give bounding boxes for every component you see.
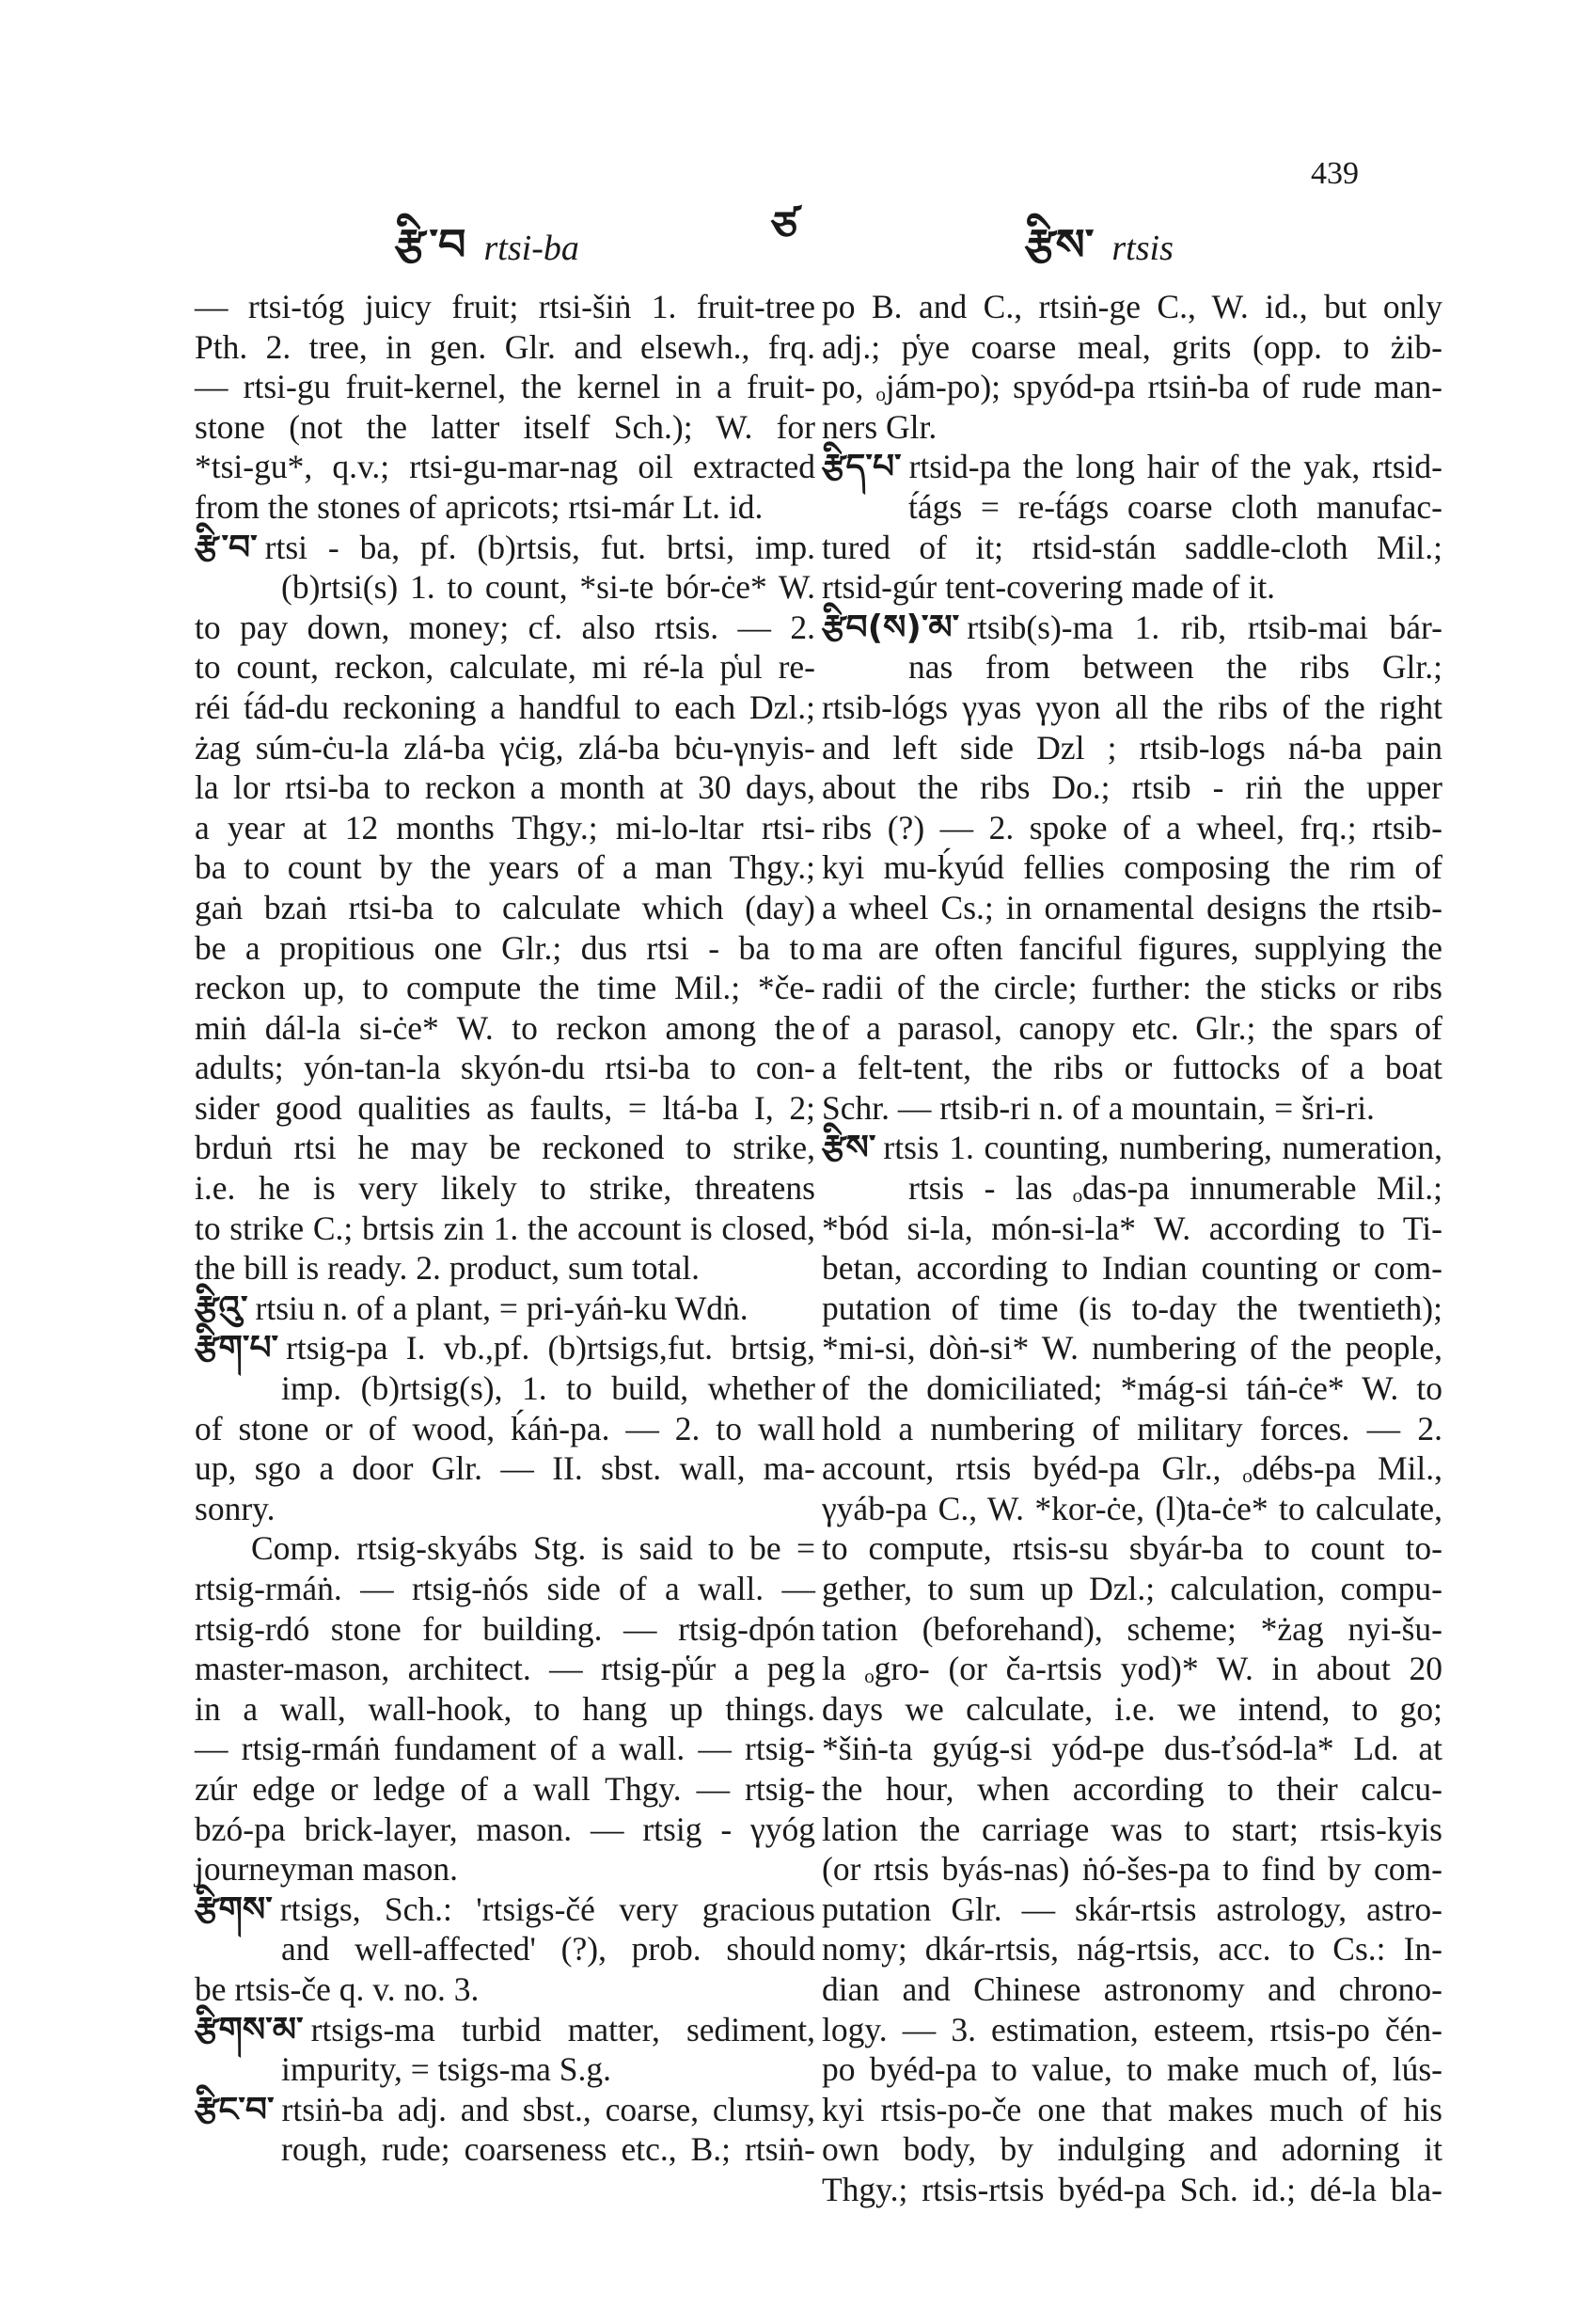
line-text: rtsib(s)-ma 1. rib, rtsib-mai bár- [967, 608, 1442, 646]
line-text: miṅ dál-la si-ċe* W. to reckon among the [195, 1008, 815, 1047]
text-line [195, 1168, 815, 1209]
text-line [195, 1649, 815, 1689]
text-line [195, 888, 815, 928]
header-left-tibetan: རྩི་བ [395, 219, 466, 270]
text-line [195, 287, 815, 327]
line-text: rtsiṅ-ba adj. and sbst., coarse, clumsy, [281, 2090, 815, 2128]
line-text: lation the carriage was to start; rtsis-kyis [822, 1810, 1442, 1848]
line-text: be rtsis-če q. v. no. 3. [195, 1969, 480, 2008]
line-text: rtsis 1. counting, numbering, numeration, [883, 1129, 1442, 1167]
line-text: of the domiciliated; *mág-si táṅ-ċe* W. to [822, 1369, 1442, 1408]
line-text: i.e. he is very likely to strike, threatens [195, 1169, 815, 1208]
text-line [195, 2049, 815, 2090]
text-line [195, 1689, 815, 1730]
text-line [822, 407, 1442, 448]
text-line [822, 1088, 1442, 1129]
header-right-tibetan: རྩིས་ [1025, 219, 1095, 270]
line-text: Comp. rtsig-skyábs Stg. is said to be = [251, 1529, 815, 1568]
text-line [822, 1810, 1442, 1850]
text-line [195, 1810, 815, 1850]
text-line [195, 1889, 815, 1930]
text-line [195, 1448, 815, 1489]
text-line [822, 2170, 1442, 2210]
line-text: in a wall, wall-hook, to hang up things. [195, 1689, 815, 1728]
text-line [195, 487, 815, 528]
line-text: rtsigs, Sch.: 'rtsigs-čé very gracious [279, 1889, 815, 1928]
line-text: rtsiu n. of a plant, = pri-yáṅ-ku Wdṅ. [255, 1288, 749, 1327]
line-text: adults; yón-tan-la skyón-du rtsi-ba to con- [195, 1049, 815, 1087]
line-text: tured of it; rtsid-stán saddle-cloth Mil.; [822, 528, 1442, 566]
line-text: rtsib-lógs γyas γyon all the ribs of the right [822, 688, 1442, 726]
text-line [822, 1328, 1442, 1368]
line-text: t́ágs = re-t́ágs coarse cloth manufac- [908, 487, 1442, 526]
text-line [822, 1609, 1442, 1650]
line-text: *tsi-gu*, q.v.; rtsi-gu-mar-nag oil extracted [195, 448, 815, 486]
line-text: to count, reckon, calculate, mi ré-la p̔ul re- [195, 648, 815, 687]
line-text: bzó-pa brick-layer, mason. — rtsig - γyóg [195, 1810, 815, 1848]
text-line [195, 447, 815, 487]
line-text: stone (not the latter itself Sch.); W. for [195, 407, 815, 446]
text-line [195, 1729, 815, 1769]
text-line [195, 608, 815, 648]
line-text: from the stones of apricots; rtsi-már Lt. id. [195, 487, 764, 526]
line-text: imp. (b)rtsig(s), 1. to build, whether [281, 1369, 815, 1408]
headword-tibetan: རྩིབ(ས)་མ་ [822, 608, 960, 647]
text-line [195, 1609, 815, 1650]
text-line [195, 1128, 815, 1168]
text-line [195, 928, 815, 969]
text-line [195, 407, 815, 448]
text-line [822, 2010, 1442, 2050]
headword-tibetan: རྩིང་བ་ [195, 2090, 275, 2129]
line-text: la ₒgro- (or ča-rtsis yod)* W. in about 20 [822, 1650, 1442, 1688]
text-line [822, 1729, 1442, 1769]
line-text: (or rtsis byás-nas) ṅó-šes-pa to find by com- [822, 1850, 1442, 1889]
text-line [195, 728, 815, 768]
line-text: Thgy.; rtsis-rtsis byéd-pa Sch. id.; dé-la bla- [822, 2170, 1442, 2208]
line-text: adj.; p̔ye coarse meal, grits (opp. to żib- [822, 327, 1442, 366]
line-text: rtsis - las ₒdas-pa innumerable Mil.; [908, 1169, 1442, 1208]
line-text: about the ribs Do.; rtsib - riṅ the upper [822, 768, 1442, 807]
line-text: sider good qualities as faults, = ltá-ba I, 2; [195, 1088, 815, 1127]
center-glyph: ཙ [771, 203, 797, 251]
line-text: — rtsig-rmáṅ fundament of a wall. — rtsig- [195, 1730, 815, 1768]
text-line [822, 1528, 1442, 1569]
line-text: kyi mu-ḱyúd fellies composing the rim of [822, 848, 1442, 887]
line-text: po byéd-pa to value, to make much of, lús- [822, 2050, 1442, 2089]
text-line [195, 567, 815, 608]
line-text: to strike C.; brtsis zin 1. the account is closed, [195, 1209, 815, 1247]
line-text: a felt-tent, the ribs or futtocks of a boat [822, 1049, 1442, 1087]
line-text: brduṅ rtsi he may be reckoned to strike, [195, 1129, 815, 1167]
text-line [822, 1168, 1442, 1209]
text-line [195, 767, 815, 808]
text-line [822, 2049, 1442, 2090]
text-line [822, 327, 1442, 368]
header-right-roman: rtsis [1111, 229, 1174, 268]
text-line [822, 1889, 1442, 1930]
line-text: *mi-si, dòṅ-si* W. numbering of the people, [822, 1329, 1442, 1368]
header-left-roman: rtsi-ba [483, 229, 579, 268]
text-line [195, 1528, 815, 1569]
line-text: a wheel Cs.; in ornamental designs the rtsib- [822, 888, 1442, 926]
line-text: nas from between the ribs Glr.; [908, 648, 1442, 687]
line-text: putation Glr. — skár-rtsis astrology, astro- [822, 1889, 1442, 1928]
text-line [195, 968, 815, 1008]
headword-tibetan: རྩིས་ [822, 1129, 876, 1168]
text-line [822, 688, 1442, 728]
text-line [195, 808, 815, 848]
line-text: rtsigs-ma turbid matter, sediment, [310, 2010, 815, 2048]
line-text: rough, rude; coarseness etc., B.; rtsiṅ- [281, 2130, 815, 2169]
line-text: account, rtsis byéd-pa Glr., ₒdébs-pa Mil., [822, 1449, 1442, 1488]
line-text: rtsid-pa the long hair of the yak, rtsid- [908, 448, 1442, 486]
line-text: ners Glr. [822, 407, 938, 446]
headword-tibetan: རྩིགས་ [195, 1889, 273, 1929]
text-line [195, 1569, 815, 1609]
text-line [195, 647, 815, 688]
text-line [195, 2129, 815, 2170]
headword-tibetan: རྩིའུ་ [195, 1288, 248, 1328]
text-line [822, 1008, 1442, 1049]
line-text: reckon up, to compute the time Mil.; *če- [195, 969, 815, 1007]
line-text: and left side Dzl ; rtsib-logs ná-ba pain [822, 728, 1442, 767]
line-text: Pth. 2. tree, in gen. Glr. and elsewh., frq. [195, 327, 815, 366]
line-text: be a propitious one Glr.; dus rtsi - ba to [195, 928, 815, 967]
text-line [195, 1769, 815, 1810]
page-number: 439 [1311, 156, 1359, 191]
text-line [822, 287, 1442, 327]
text-line [822, 1409, 1442, 1449]
text-line [822, 1689, 1442, 1730]
line-text: the bill is ready. 2. product, sum total. [195, 1249, 701, 1288]
text-line [195, 847, 815, 888]
text-line [822, 447, 1442, 487]
line-text: a year at 12 months Thgy.; mi-lo-ltar rtsi- [195, 808, 815, 846]
line-text: days we calculate, i.e. we intend, to go; [822, 1689, 1442, 1728]
line-text: of a parasol, canopy etc. Glr.; the spars of [822, 1008, 1442, 1047]
text-line [822, 808, 1442, 848]
text-line [195, 1409, 815, 1449]
text-line [195, 1969, 815, 2010]
text-line [195, 1248, 815, 1288]
line-text: putation of time (is to-day the twentieth); [822, 1288, 1442, 1327]
headword-tibetan: རྩིད་པ་ [822, 448, 902, 487]
text-line [195, 1929, 815, 1969]
line-text: journeyman mason. [195, 1850, 458, 1889]
text-line [822, 2129, 1442, 2170]
text-line [822, 847, 1442, 888]
line-text: żag súm-ċu-la zlá-ba γċig, zlá-ba bċu-γnyis- [195, 728, 815, 767]
line-text: rtsig-rmáṅ. — rtsig-ṅós side of a wall. — [195, 1570, 815, 1607]
line-text: tation (beforehand), scheme; *żag nyi-šu- [822, 1609, 1442, 1648]
line-text: sonry. [195, 1489, 276, 1527]
line-text: gaṅ bzaṅ rtsi-ba to calculate which (day) [195, 888, 815, 926]
right-column [822, 287, 1442, 2210]
left-column [195, 287, 815, 2170]
text-line [822, 1649, 1442, 1689]
text-line [195, 1489, 815, 1529]
text-line [822, 1128, 1442, 1168]
line-text: own body, by indulging and adorning it [822, 2130, 1442, 2169]
line-text: Schr. — rtsib-ri n. of a mountain, = šri-ri. [822, 1088, 1375, 1127]
text-line [822, 1929, 1442, 1969]
line-text: kyi rtsis-po-če one that makes much of his [822, 2090, 1442, 2128]
line-text: zúr edge or ledge of a wall Thgy. — rtsig- [195, 1769, 815, 1808]
line-text: betan, according to Indian counting or com- [822, 1249, 1442, 1288]
line-text: rtsig-rdó stone for building. — rtsig-dpón [195, 1609, 815, 1648]
line-text: gether, to sum up Dzl.; calculation, compu- [822, 1570, 1442, 1607]
line-text: up, sgo a door Glr. — II. sbst. wall, ma- [195, 1449, 815, 1488]
line-text: dian and Chinese astronomy and chrono- [822, 1969, 1442, 2008]
line-text: ba to count by the years of a man Thgy.; [195, 848, 815, 887]
line-text: la lor rtsi-ba to reckon a month at 30 days, [195, 768, 815, 807]
text-line [822, 367, 1442, 407]
text-line [822, 1048, 1442, 1088]
line-text: master-mason, architect. — rtsig-p̔úr a peg [195, 1650, 815, 1688]
line-text: hold a numbering of military forces. — 2. [822, 1409, 1442, 1447]
text-line [822, 1969, 1442, 2010]
text-line [195, 1368, 815, 1409]
text-line [822, 767, 1442, 808]
text-line [195, 1209, 815, 1249]
headword-tibetan: རྩི་བ་ [195, 528, 258, 567]
line-text: to compute, rtsis-su sbyár-ba to count to- [822, 1529, 1442, 1568]
text-line [195, 1328, 815, 1368]
text-line [195, 1088, 815, 1129]
text-line [195, 1849, 815, 1889]
text-line [195, 2010, 815, 2050]
headword-tibetan: རྩིག་པ་ [195, 1329, 279, 1368]
text-line [195, 327, 815, 368]
headword-tibetan: རྩིགས་མ་ [195, 2010, 304, 2049]
text-line [822, 487, 1442, 528]
text-line [822, 1489, 1442, 1529]
line-text: rtsi - ba, pf. (b)rtsis, fut. brtsi, imp. [264, 528, 815, 566]
line-text: *bód si-la, món-si-la* W. according to Ti- [822, 1209, 1442, 1247]
text-line [195, 367, 815, 407]
text-line [822, 928, 1442, 969]
line-text: *šiṅ-ta gyúg-si yód-pe dus-ťsód-la* Ld. at [822, 1730, 1442, 1768]
text-line [822, 1448, 1442, 1489]
text-line [195, 1008, 815, 1049]
text-line [822, 567, 1442, 608]
text-line [822, 608, 1442, 648]
text-line [822, 728, 1442, 768]
text-line [822, 1368, 1442, 1409]
text-line [195, 2090, 815, 2130]
text-line [195, 1048, 815, 1088]
line-text: ribs (?) — 2. spoke of a wheel, frq.; rtsib- [822, 808, 1442, 846]
line-text: (b)rtsi(s) 1. to count, *si-te bór-ċe* W. [281, 568, 815, 607]
text-line [822, 968, 1442, 1008]
text-line [822, 1569, 1442, 1609]
line-text: and well-affected' (?), prob. should [281, 1930, 815, 1968]
text-line [195, 1288, 815, 1329]
line-text: nomy; dkár-rtsis, nág-rtsis, acc. to Cs.: In- [822, 1930, 1442, 1968]
line-text: logy. — 3. estimation, esteem, rtsis-po čén- [822, 2010, 1442, 2048]
text-line [822, 2090, 1442, 2130]
line-text: the hour, when according to their calcu- [822, 1769, 1442, 1808]
text-line [822, 528, 1442, 568]
line-text: impurity, = tsigs-ma S.g. [281, 2050, 612, 2089]
text-line [195, 528, 815, 568]
line-text: — rtsi-tóg juicy fruit; rtsi-šiṅ 1. fruit-tree [195, 288, 815, 325]
text-line [822, 1209, 1442, 1249]
line-text: po, ₒjám-po); spyód-pa rtsiṅ-ba of rude man- [822, 368, 1442, 406]
line-text: rtsig-pa I. vb.,pf. (b)rtsigs,fut. brtsig, [286, 1329, 815, 1368]
text-line [822, 647, 1442, 688]
text-line [195, 688, 815, 728]
line-text: rtsid-gúr tent-covering made of it. [822, 568, 1276, 607]
line-text: — rtsi-gu fruit-kernel, the kernel in a fruit- [195, 368, 815, 406]
line-text: γyáb-pa C., W. *kor-ċe, (l)ta-ċe* to calculate, [822, 1489, 1442, 1527]
text-line [822, 1849, 1442, 1889]
text-line [822, 1769, 1442, 1810]
line-text: of stone or of wood, ḱáṅ-pa. — 2. to wall [195, 1409, 815, 1447]
line-text: radii of the circle; further: the sticks or ribs [822, 969, 1442, 1007]
text-line [822, 888, 1442, 928]
line-text: to pay down, money; cf. also rtsis. — 2. [195, 608, 815, 646]
line-text: ma are often fanciful figures, supplying the [822, 928, 1442, 967]
text-line [822, 1248, 1442, 1288]
text-line [822, 1288, 1442, 1329]
line-text: po B. and C., rtsiṅ-ge C., W. id., but only [822, 288, 1442, 325]
line-text: réi t́ád-du reckoning a handful to each Dzl.; [195, 688, 815, 726]
